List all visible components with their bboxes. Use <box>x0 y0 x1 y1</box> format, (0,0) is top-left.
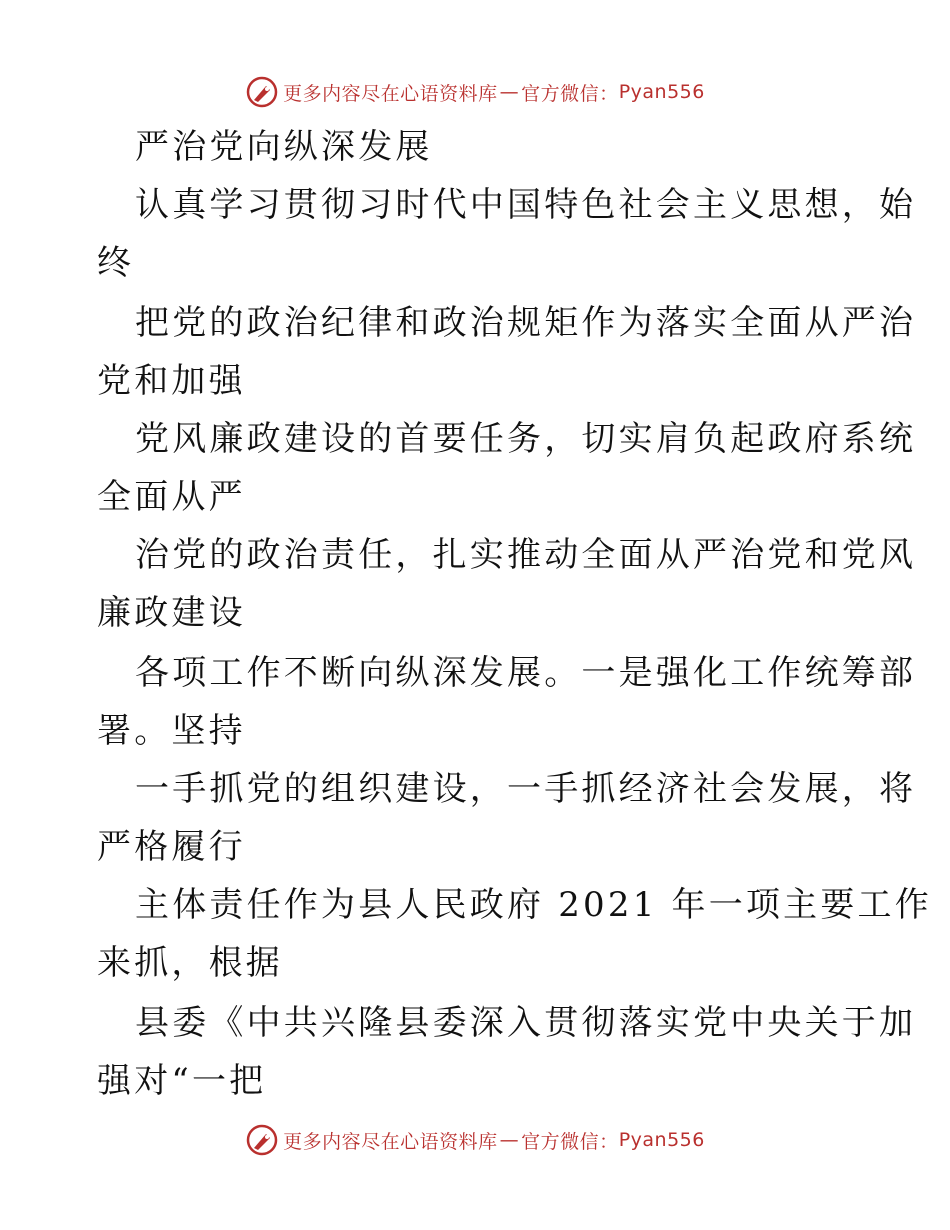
watermark-wechat-id: Pyan556 <box>618 1129 705 1151</box>
body-line: 一手抓党的组织建设，一手抓经济社会发展，将 <box>135 769 917 809</box>
body-line: 党和加强 <box>97 361 246 401</box>
body-line: 认真学习贯彻习时代中国特色社会主义思想，始 <box>135 185 917 225</box>
watermark-separator: — <box>499 1129 520 1151</box>
body-line: 廉政建设 <box>97 593 246 633</box>
watermark-wechat-id: Pyan556 <box>618 81 705 103</box>
body-line: 严格履行 <box>97 827 246 867</box>
watermark-site-text: 更多内容尽在心语资料库 <box>283 82 498 105</box>
pen-nib-logo-icon <box>245 75 279 109</box>
watermark-site-text: 更多内容尽在心语资料库 <box>283 1130 498 1153</box>
body-line: 终 <box>97 243 135 283</box>
body-line: 严治党向纵深发展 <box>135 127 433 167</box>
body-line: 各项工作不断向纵深发展。一是强化工作统筹部 <box>135 653 917 693</box>
footer-watermark <box>0 1120 950 1160</box>
header-watermark <box>0 72 950 112</box>
body-line: 主体责任作为县人民政府 2021 年一项主要工作 <box>135 885 932 925</box>
body-line: 党风廉政建设的首要任务，切实肩负起政府系统 <box>135 419 917 459</box>
watermark-wechat-label: 官方微信： <box>521 82 619 105</box>
watermark-wechat-label: 官方微信： <box>521 1130 619 1153</box>
body-line: 强对“一把 <box>97 1061 267 1101</box>
body-line: 治党的政治责任，扎实推动全面从严治党和党风 <box>135 535 917 575</box>
body-line: 县委《中共兴隆县委深入贯彻落实党中央关于加 <box>135 1003 917 1043</box>
pen-nib-logo-icon <box>245 1123 279 1157</box>
body-line: 全面从严 <box>97 477 246 517</box>
body-line: 来抓，根据 <box>97 943 283 983</box>
body-line: 把党的政治纪律和政治规矩作为落实全面从严治 <box>135 303 917 343</box>
watermark-separator: — <box>499 81 520 103</box>
body-line: 署。坚持 <box>97 711 246 751</box>
